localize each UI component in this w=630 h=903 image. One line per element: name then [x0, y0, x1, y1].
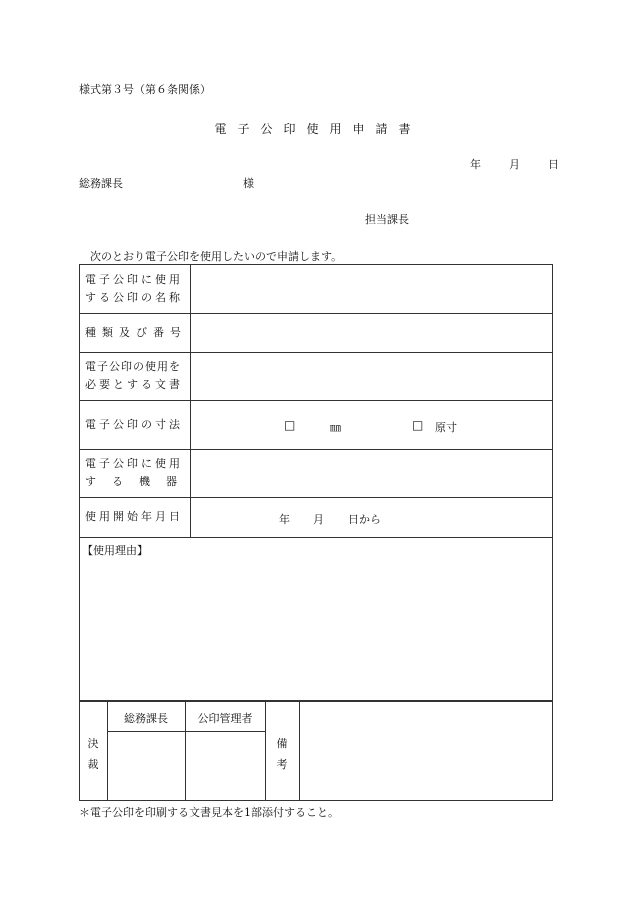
applicant-role: 担当課長: [365, 213, 409, 226]
size-original-label: 原寸: [435, 421, 457, 434]
decision-char: 裁: [87, 758, 99, 771]
date-month: 月: [509, 158, 520, 171]
date-line: [470, 156, 559, 172]
seal-manager-label: 公印管理者: [197, 712, 253, 725]
start-month: 月: [313, 513, 324, 526]
addressee: 総務課長: [79, 177, 123, 190]
intro-text: 次のとおり電子公印を使用したいので申請します。: [90, 250, 343, 263]
date-day: 日: [548, 158, 559, 171]
size-mm-checkbox[interactable]: □: [284, 418, 296, 432]
row-divider: [79, 537, 553, 538]
general-affairs-head-label: 総務課長: [124, 712, 168, 725]
label-line: 電子公印の使用を: [85, 360, 181, 373]
remarks-char: 備: [276, 737, 288, 750]
label-type-number: [79, 313, 190, 352]
label-required-document: [79, 352, 190, 400]
remarks-char: 考: [276, 758, 288, 771]
label-seal-size: [79, 400, 190, 449]
label-line: 種類及び番号: [85, 325, 187, 339]
size-original-checkbox[interactable]: □: [412, 418, 424, 432]
label-line: 必要とする文書: [85, 378, 183, 391]
label-line: 使用開始年月日: [85, 510, 183, 523]
approval-divider: [265, 701, 266, 801]
honorific: 様: [243, 177, 254, 190]
document-title: 電子公印使用申請書: [214, 122, 422, 136]
footnote: ＊電子公印を印刷する文書見本を1部添付すること。: [79, 806, 339, 819]
reason-label: 【使用理由】: [82, 544, 148, 557]
approval-divider: [299, 701, 300, 801]
form-number: 様式第３号（第６条関係）: [79, 83, 211, 96]
size-mm-unit: ㎜: [330, 421, 341, 434]
label-seal-name: [79, 264, 190, 313]
label-line: 電子公印に使用: [85, 457, 183, 470]
label-line: する公印の名称: [85, 290, 183, 304]
decision-char: 決: [87, 737, 99, 750]
label-device: [79, 449, 193, 497]
label-line: する機器: [85, 475, 193, 488]
start-day-from: 日から: [348, 513, 381, 526]
approval-header-divider: [107, 731, 265, 732]
label-line: 電子公印に使用: [85, 272, 183, 286]
label-start-date: [79, 497, 190, 537]
start-year: 年: [279, 513, 290, 526]
label-line: 電子公印の寸法: [85, 417, 183, 431]
date-year: 年: [470, 158, 481, 171]
